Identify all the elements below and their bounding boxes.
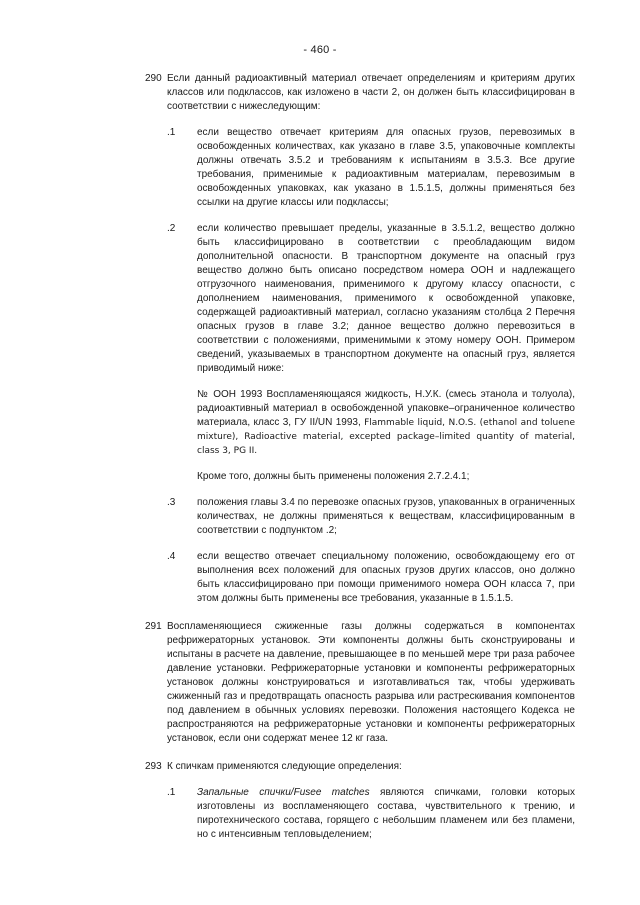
provision-text: Воспламеняющиеся сжиженные газы должны содержаться в компонентах рефрижераторных установок. Эти компоненты должны быть сконструированы и испытаны в расчете на давление, превышающее в по меньшей мере три раза рабочее давление установки. Рефрижераторные установки и компоненты рефрижераторных установок должны конструироваться и изготавливаться так, чтобы удерживать сжиженный газ и предотвращать опасность разрыва или растрескивания компонентов под давлением в обычных условиях перевозки. Положения настоящего Кодекса не распространяются на рефрижераторные установки и компоненты рефрижераторных установок, если они содержат менее 12 кг газа. [167, 621, 575, 744]
provisions-list [145, 72, 575, 856]
subitem-label: .3 [167, 497, 176, 508]
subitem-text: если вещество отвечает специальному положению, освобождающему его от выполнения всех положений для опасных грузов других классов, оно должно быть классифицировано при помощи применимого номера ООН класса 7, при этом должны быть применены все требования, указанные в 1.5.1.5. [197, 551, 575, 604]
provision-291 [145, 620, 575, 746]
subitem-label: .1 [167, 127, 176, 138]
subitem-290-4 [145, 550, 575, 606]
example-entry-ru: № ООН 1993 Воспламеняющаяся жидкость, Н.У.К. (смесь этанола и толуола), радиоактивный материал в освобожденной упаковке–ограниченное количество материала, класс 3, ГУ II/UN 1993, [197, 389, 575, 428]
defined-term: Запальные спички/Fusee matches [197, 787, 370, 798]
subitem-text: если количество превышает пределы, указанные в 3.5.1.2, вещество должно быть классифицировано в соответствии с преобладающим видом дополнительной опасности. В транспортном документе на опасный груз вещество должно быть описано посредством номера ООН и надлежащего отгрузочного наименования, применимого к другому классу опасности, с дополнением наименования, применимого к освобожденной упаковке, содержащей радиоактивный материал, согласно указаниям столбца 2 Перечня опасных грузов в главе 3.2; данное вещество должно перевозиться в соответствии с положениями, применимыми к этому номеру ООН. Примером сведений, указываемых в транспортном документе на опасный груз, является приводимый ниже: [197, 223, 575, 374]
subitem-293-1 [145, 786, 575, 842]
subitem-text: если вещество отвечает критериям для опасных грузов, перевозимых в освобожденных количествах, как указано в главе 3.5, упаковочные комплекты должны отвечать 3.5.2 и требованиям к испытаниям в 3.5.3. Все другие требования, применимые к радиоактивным материалам, перевозимым в освобожденных упаковках, как указано в 1.5.1.5, должны применяться без ссылки на другие классы или подклассы; [197, 127, 575, 208]
subitem-290-1 [145, 126, 575, 210]
page-number: - 460 - [303, 44, 337, 56]
subitem-text: положения главы 3.4 по перевозке опасных грузов, упакованных в ограниченных количествах, не должны применяться к веществам, классифицированным в соответствии с подпунктом .2; [197, 497, 575, 536]
provision-number: 290 [145, 73, 162, 84]
provision-290 [145, 72, 575, 606]
example-entry [197, 388, 575, 458]
provision-293 [145, 760, 575, 842]
definition-text: являются спичками, головки которых изготовлены из воспламеняющего состава, чувствительного к трению, и пиротехнического состава, горящего с небольшим пламенем или без пламени, но с интенсивным тепловыделением; [197, 787, 575, 840]
subitem-text [197, 786, 575, 842]
subitem-290-2 [145, 222, 575, 484]
example-entry-en: Flammable liquid, N.O.S. (ethanol and toluene mixture), Radioactive material, excepted package–limited quantity of material, class 3, PG II. [197, 418, 575, 456]
provision-text: Если данный радиоактивный материал отвечает определениям и критериям других классов или подклассов, как изложено в части 2, он должен быть классифицирован в соответствии с нижеследующим: [167, 73, 575, 112]
additional-note: Кроме того, должны быть применены положения 2.7.2.4.1; [197, 471, 470, 482]
subitem-290-3 [145, 496, 575, 538]
provision-number: 291 [145, 621, 162, 632]
subitem-label: .4 [167, 551, 176, 562]
provision-number: 293 [145, 761, 162, 772]
subitem-label: .1 [167, 787, 176, 798]
subitem-label: .2 [167, 223, 176, 234]
provision-text: К спичкам применяются следующие определения: [167, 761, 402, 772]
